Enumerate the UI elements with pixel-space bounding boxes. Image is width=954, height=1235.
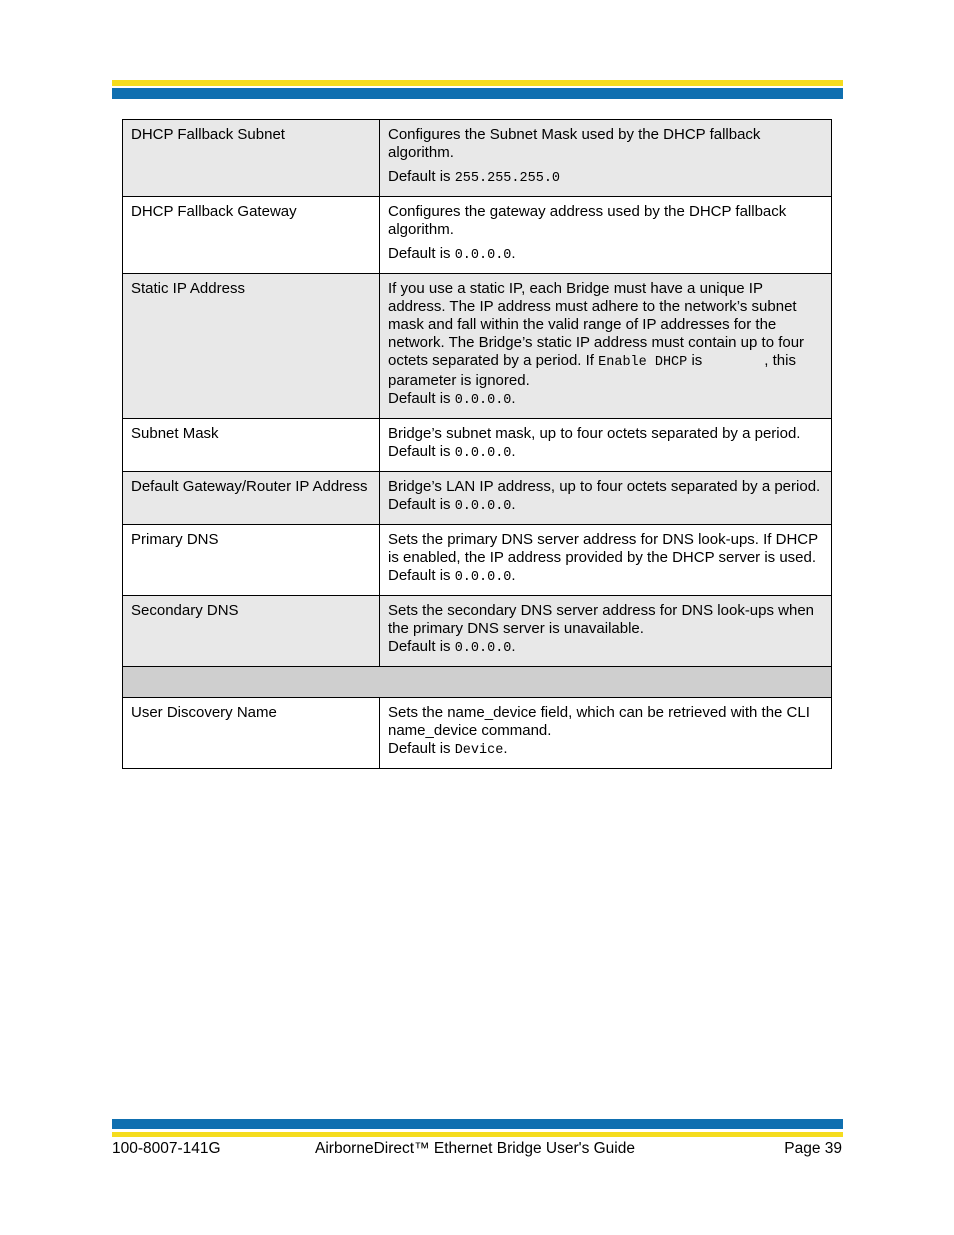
footer-doc-number: 100-8007-141G: [112, 1140, 221, 1157]
param-description: [380, 596, 832, 667]
default-value: 0.0.0.0: [454, 446, 512, 461]
parameter-table: [122, 119, 832, 769]
description-text: is: [691, 352, 703, 369]
default-value: 0.0.0.0: [454, 570, 512, 585]
param-description: [380, 698, 832, 769]
param-description: [380, 120, 832, 197]
default-label: Default is: [388, 245, 451, 262]
default-suffix: .: [511, 496, 516, 513]
param-name: Default Gateway/Router IP Address: [123, 472, 380, 525]
header-blue-band: [112, 88, 843, 99]
code-term: Enable DHCP: [598, 355, 688, 370]
default-suffix: .: [511, 567, 516, 584]
default-label: Default is: [388, 168, 451, 185]
description-text: Bridge’s subnet mask, up to four octets separated by a period.: [388, 425, 801, 442]
table-row: [123, 525, 832, 596]
default-suffix: .: [511, 443, 516, 460]
description-text: Bridge’s LAN IP address, up to four octets separated by a period.: [388, 478, 821, 495]
param-description: [380, 419, 832, 472]
description-text: Sets the primary DNS server address for DNS look-ups. If DHCP is enabled, the IP address provided by the DHCP server is used.: [388, 531, 818, 566]
page-footer: [112, 1140, 843, 1160]
default-label: Default is: [388, 740, 451, 757]
default-value: 0.0.0.0: [454, 499, 512, 514]
param-description: [380, 274, 832, 419]
param-description: [380, 197, 832, 274]
description-text: If you use a static IP, each Bridge must have a unique IP address. The IP address must adhere to the network’s subnet mask and fall within the valid range of IP addresses for the network. The Bridge’s static IP address must contain up to four octets separated by a period. If: [388, 280, 805, 369]
footer-blue-band: [112, 1119, 843, 1129]
table-row: [123, 419, 832, 472]
header-yellow-band: [112, 80, 843, 86]
description-text: Configures the gateway address used by the DHCP fallback algorithm.: [388, 203, 787, 238]
description-text: Sets the secondary DNS server address for DNS look-ups when the primary DNS server is unavailable.: [388, 602, 815, 637]
default-value: 255.255.255.0: [454, 171, 561, 186]
default-label: Default is: [388, 390, 451, 407]
default-suffix: .: [503, 740, 508, 757]
param-name: Primary DNS: [123, 525, 380, 596]
param-description: [380, 472, 832, 525]
description-text: Sets the name_device field, which can be retrieved with the CLI name_device command.: [388, 704, 810, 739]
param-name: Static IP Address: [123, 274, 380, 419]
footer-yellow-band: [112, 1132, 843, 1137]
footer-doc-title: AirborneDirect™ Ethernet Bridge User's Guide: [315, 1140, 635, 1157]
footer-page-number: Page 39: [784, 1140, 842, 1157]
default-suffix: .: [511, 245, 516, 262]
default-suffix: .: [511, 638, 516, 655]
default-label: Default is: [388, 638, 451, 655]
default-label: Default is: [388, 443, 451, 460]
default-label: Default is: [388, 567, 451, 584]
param-name: Subnet Mask: [123, 419, 380, 472]
default-label: Default is: [388, 496, 451, 513]
table-row: [123, 197, 832, 274]
table-row: [123, 274, 832, 419]
table-row: [123, 596, 832, 667]
table-row: [123, 698, 832, 769]
description-text: , this parameter is ignored.: [388, 352, 796, 389]
param-name: DHCP Fallback Subnet: [123, 120, 380, 197]
param-name: User Discovery Name: [123, 698, 380, 769]
param-name: Secondary DNS: [123, 596, 380, 667]
description-text: Configures the Subnet Mask used by the DHCP fallback algorithm.: [388, 126, 761, 161]
default-value: 0.0.0.0: [454, 641, 512, 656]
default-suffix: .: [511, 390, 516, 407]
section-header-cell: [123, 667, 832, 698]
param-description: [380, 525, 832, 596]
param-name: DHCP Fallback Gateway: [123, 197, 380, 274]
table-row: [123, 472, 832, 525]
table-row: [123, 120, 832, 197]
section-header-row: [123, 667, 832, 698]
default-value: Device: [454, 743, 504, 758]
default-value: 0.0.0.0: [454, 248, 512, 263]
default-value: 0.0.0.0: [454, 393, 512, 408]
